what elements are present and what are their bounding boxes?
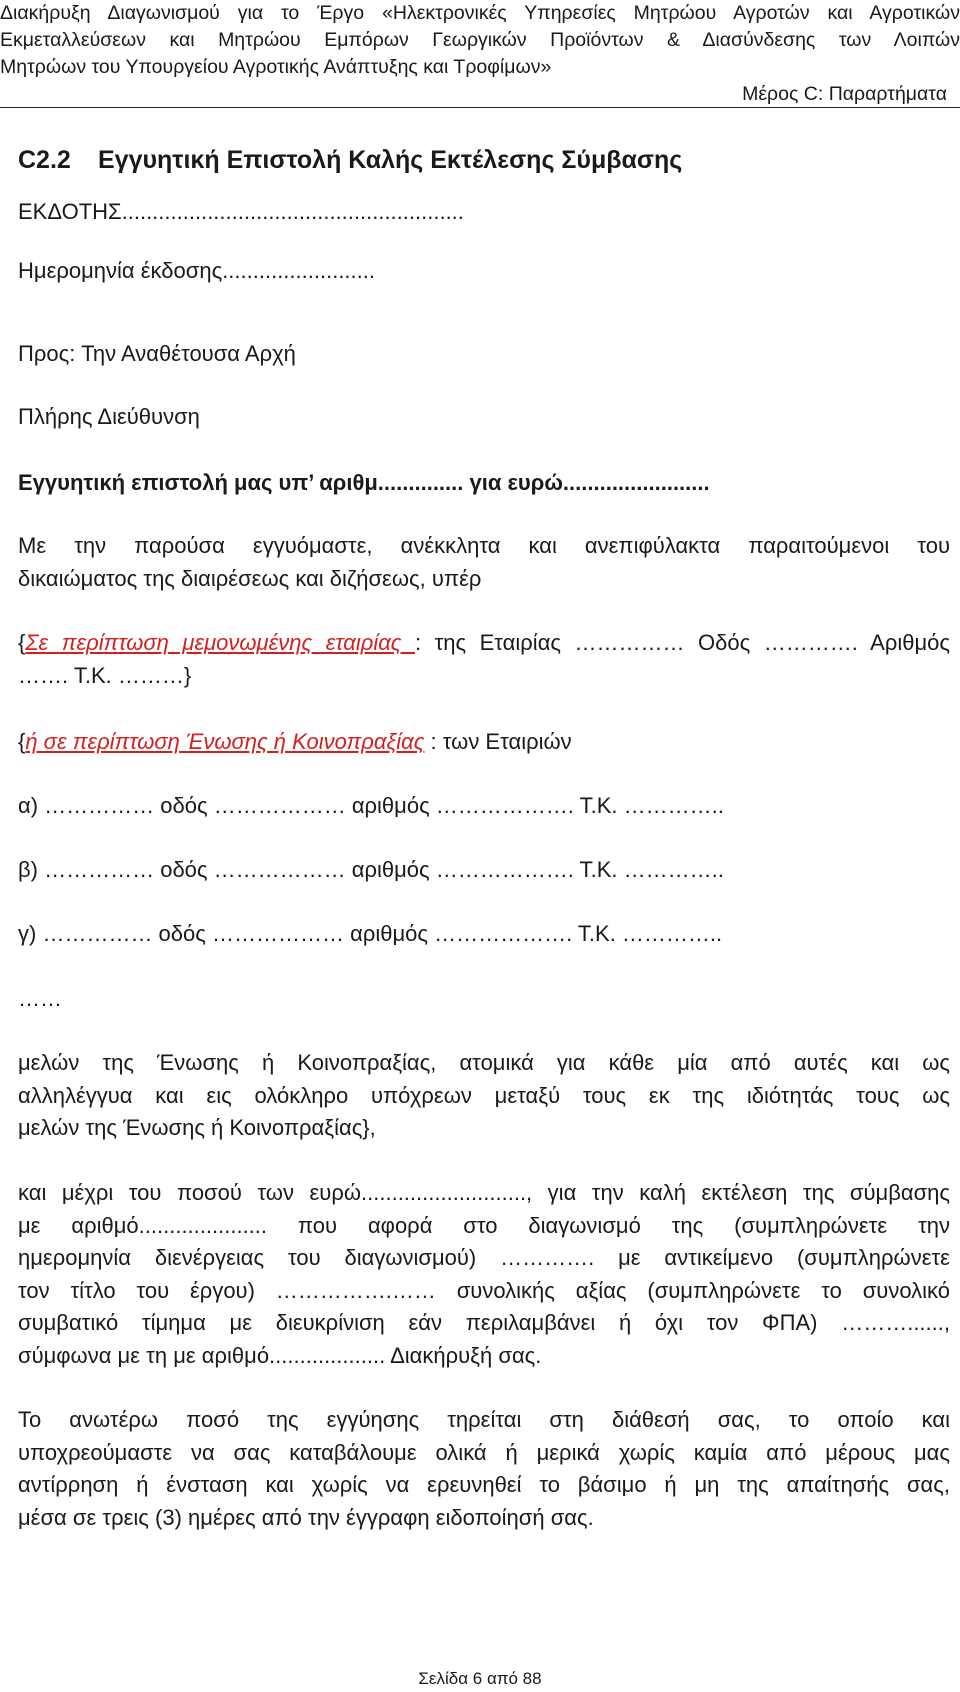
guarantee-paragraph xyxy=(18,1404,950,1534)
address-line: Πλήρης Διεύθυνση xyxy=(18,404,200,429)
header-line-3: Μητρώων του Υπουργείου Αγροτικής Ανάπτυξης και Τροφίμων» xyxy=(0,56,552,78)
single-company-paragraph xyxy=(18,627,950,692)
member-item-a: α) …………… οδός ……………… αριθμός ………………. Τ.Κ. ………….. xyxy=(18,793,724,818)
intro-paragraph xyxy=(18,530,950,595)
union-link[interactable]: ή σε περίπτωση Ένωσης ή Κοινοπραξίας xyxy=(25,729,425,754)
intro-line-1: Με την παρούσα εγγυόμαστε, ανέκκλητα και ανεπιφύλακτα παραιτούμενοι του xyxy=(18,533,950,558)
union-line xyxy=(18,728,572,756)
intro-line-2: δικαιώματος της διαιρέσεως και διζήσεως, υπέρ xyxy=(18,565,482,591)
header-line-2: Εκμεταλλεύσεων και Μητρώου Εμπόρων Γεωργικών Προϊόντων & Διασύνδεσης των Λοιπών xyxy=(0,29,960,51)
amount-line-1: και μέχρι του ποσού των ευρώ..........................., για την καλή εκτέλεση της σύμβασης xyxy=(18,1180,950,1205)
single-company-line-1 xyxy=(18,627,950,660)
amount-line-5: συμβατικό τίμημα με διευκρίνιση εάν περιλαμβάνει ή όχι τον ΦΠΑ) ………......, xyxy=(18,1310,950,1335)
guarantee-line-2: υποχρεούμαστε να σας καταβάλουμε ολικά ή μερικά χωρίς καμία από μέρους μας xyxy=(18,1439,950,1465)
union-text: : των Εταιριών xyxy=(424,729,572,754)
amount-line-6: σύμφωνα με τη με αριθμό................... Διακήρυξή σας. xyxy=(18,1342,542,1368)
section-title: Εγγυητική Επιστολή Καλής Εκτέλεσης Σύμβασης xyxy=(98,146,683,174)
members-line-2: αλληλέγγυα και εις ολόκληρο υπόχρεων μεταξύ τους εκ της ιδιότητάς τους ως xyxy=(18,1082,950,1108)
amount-line-4: τον τίτλο του έργου) …………….…… συνολικής αξίας (συμπληρώνετε το συνολικό xyxy=(18,1277,950,1303)
guarantee-line-1: Το ανωτέρω ποσό της εγγύησης τηρείται στη διάθεσή σας, το οποίο και xyxy=(18,1407,950,1432)
section-number: C2.2 xyxy=(18,146,71,174)
header-part-label: Μέρος C: Παραρτήματα xyxy=(742,83,947,105)
members-paragraph xyxy=(18,1047,950,1145)
amount-line-3: ημερομηνία διενέργειας του διαγωνισμού) …………. με αντικείμενο (συμπληρώνετε xyxy=(18,1245,950,1270)
issue-date-field: Ημερομηνία έκδοσης......................... xyxy=(18,258,375,283)
issuer-field: ΕΚΔΟΤΗΣ........................................................ xyxy=(18,199,464,224)
brace-open: { xyxy=(18,729,26,754)
page-number: Σελίδα 6 από 88 xyxy=(418,1669,542,1688)
guarantee-line-4: μέσα σε τρεις (3) ημέρες από την έγγραφη ειδοποίησή σας. xyxy=(18,1504,594,1530)
members-line-3: μελών της Ένωσης ή Κοινοπραξίας}, xyxy=(18,1115,376,1140)
letter-reference: Εγγυητική επιστολή μας υπ’ αριθμ.............. για ευρώ........................ xyxy=(18,470,710,495)
single-company-link[interactable]: Σε περίπτωση μεμονωμένης εταιρίας xyxy=(25,630,415,655)
amount-paragraph xyxy=(18,1177,950,1372)
single-company-text: : της Εταιρίας …………… Οδός …………. Αριθμός xyxy=(414,630,950,655)
recipient-line: Προς: Την Αναθέτουσα Αρχή xyxy=(18,341,296,366)
member-item-b: β) …………… οδός ……………… αριθμός ………………. Τ.Κ. ………….. xyxy=(18,857,724,882)
members-line-1: μελών της Ένωσης ή Κοινοπραξίας, ατομικά για κάθε μία από αυτές και ως xyxy=(18,1050,950,1075)
guarantee-line-3: αντίρρηση ή ένσταση και χωρίς να ερευνηθεί το βάσιμο ή μη της απαίτησής σας, xyxy=(18,1472,950,1497)
brace-open: { xyxy=(18,630,26,655)
header-line-1: Διακήρυξη Διαγωνισμού για το Έργο «Ηλεκτρονικές Υπηρεσίες Μητρώου Αγροτών και Αγροτικών xyxy=(0,2,960,24)
ellipsis-line: …… xyxy=(18,986,62,1011)
amount-line-2: με αριθμό..................... που αφορά στο διαγωνισμό της (συμπληρώνετε την xyxy=(18,1212,950,1238)
member-item-c: γ) …………… οδός ……………… αριθμός ………………. Τ.Κ. ………….. xyxy=(18,921,723,946)
single-company-line-2: ……. Τ.Κ. ………} xyxy=(18,662,192,688)
section-heading xyxy=(18,145,682,175)
page-header xyxy=(0,0,960,108)
